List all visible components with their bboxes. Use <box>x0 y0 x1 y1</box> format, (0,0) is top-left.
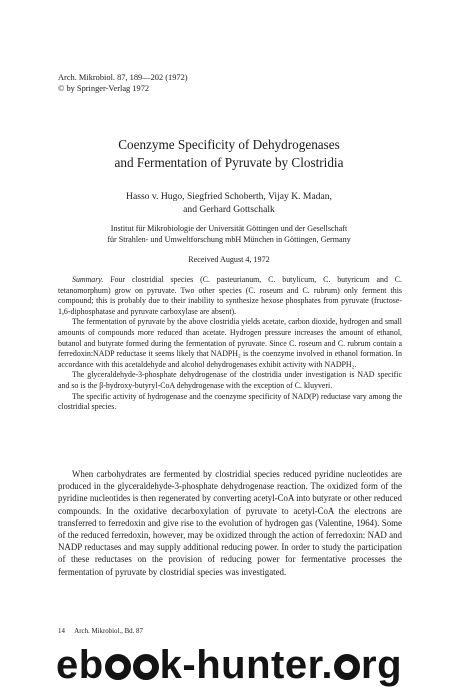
summary-label: Summary. <box>72 275 104 284</box>
footer-journal: Arch. Mikrobiol., Bd. 87 <box>74 628 143 635</box>
authors-line-2: and Gerhard Gottschalk <box>183 204 275 215</box>
abstract-paragraph-4: The specific activity of hydrogenase and the coenzyme specificity of NAD(P) reductase vary among the clostridial species. <box>58 391 402 412</box>
watermark-o-ring-icon <box>105 654 131 680</box>
body-text <box>58 468 402 578</box>
title-line-1: Coenzyme Specificity of Dehydrogenases <box>118 137 340 152</box>
author-list <box>0 190 458 216</box>
page-footer <box>58 628 151 635</box>
affiliation <box>0 224 458 245</box>
watermark-logo: eb k-hunter. rg <box>55 643 403 687</box>
abstract-paragraph-2: The fermentation of pyruvate by the above clostridia yields acetate, carbon dioxide, hydrogen and small amounts of compounds more reduced than acetate. Hydrogen pressure increases the amount of ethanol, butanol and butyrate formed during the fermentation of pyruvate. Since C. roseum and C. rubrum contain a ferredoxin:NADP reductase it seems likely that NADPH₂ is the coenzyme involved in ethanol formation. In accordance with this acetaldehyde and alcohol dehydrogenases exhibit activity with NADPH₂. <box>58 317 402 369</box>
page-number: 14 <box>58 628 65 635</box>
copyright-line: © by Springer-Verlag 1972 <box>58 84 150 93</box>
abstract-summary <box>58 275 402 317</box>
received-date: Received August 4, 1972 <box>188 255 270 264</box>
affiliation-line-2: für Strahlen- und Umweltforschung mbH München in Göttingen, Germany <box>107 234 351 244</box>
abstract-paragraph-3: The glyceraldehyde-3-phosphate dehydrogenase of the clostridia under investigation is NAD specific and so is the β-hydroxy-butyryl-CoA dehydrogenase with the exception of C. kluyveri. <box>58 370 402 390</box>
abstract <box>58 275 402 413</box>
watermark-o-ring-icon-2 <box>133 654 159 680</box>
journal-citation: Arch. Mikrobiol. 87, 189—202 (1972) <box>58 73 188 82</box>
summary-text: Four clostridial species (C. pasteurianum, C. butylicum, C. butyricum and C. tetanomorphum) grow on pyruvate. Two other species (C. roseum and C. rubrum) only ferment this compound; this is probably due to their inability to synthesize hexose phosphates from pyruvate (fructose-1,6-diphosphatase and pyruvate carboxylase are absent). <box>58 275 402 316</box>
watermark-o-ring-icon-3 <box>334 654 360 680</box>
body-paragraph-1: When carbohydrates are fermented by clostridial species reduced pyridine nucleotides are produced in the glyceraldehyde-3-phosphate dehydrogenase reaction. The oxidized form of the pyridine nucleotides is then regenerated by converting acetyl-CoA into butyrate or other reduced compounds. In the oxidative decarboxylation of pyruvate to acetyl-CoA the electrons are transferred to ferredoxin and give rise to the evolution of hydrogen gas (Valentine, 1964). Some of the reduced ferredoxin, however, may be oxidized through the action of ferredoxin: NAD and NADP reductases and may supply additional reducing power. In order to study the participation of these reductases on the provision of reducing power for fermentative processes the fermentation of pyruvate by clostridial species was investigated. <box>58 469 402 577</box>
authors-line-1: Hasso v. Hugo, Siegfried Schoberth, Vijay K. Madan, <box>126 191 332 202</box>
journal-header <box>58 72 188 94</box>
title-line-2: and Fermentation of Pyruvate by Clostridia <box>114 155 344 170</box>
affiliation-line-1: Institut für Mikrobiologie der Universität Göttingen und der Gesellschaft <box>110 224 348 233</box>
paper-title <box>0 136 458 172</box>
